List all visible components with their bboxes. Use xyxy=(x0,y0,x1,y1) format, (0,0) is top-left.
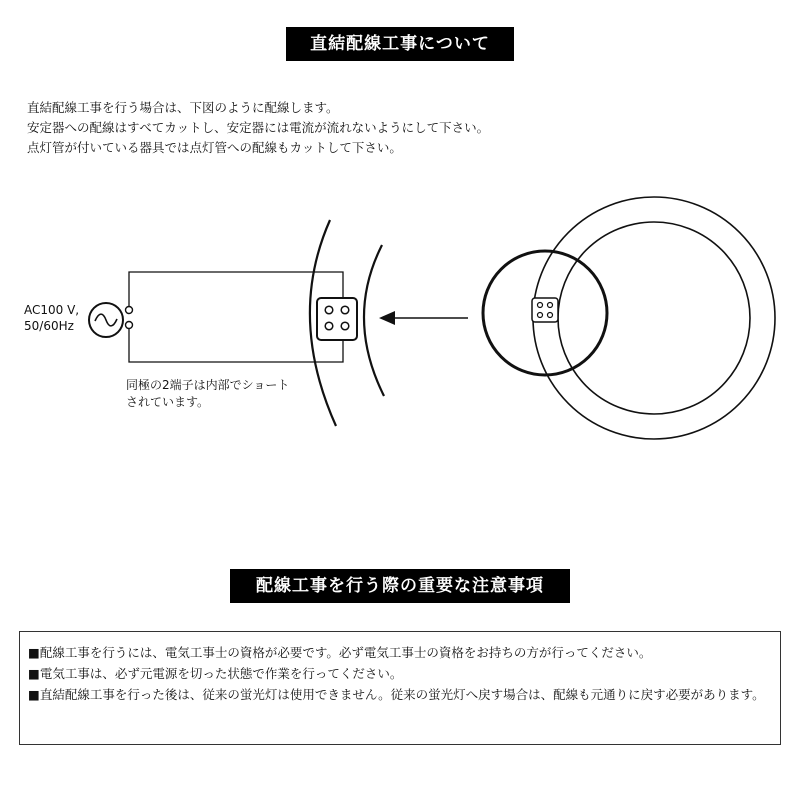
power-label-frequency: 50/60Hz xyxy=(24,319,74,333)
caution-text: 直結配線工事を行った後は、従来の蛍光灯は使用できません。従来の蛍光灯へ戻す場合は、配線も元通りに戻す必要があります。 xyxy=(39,687,765,702)
bullet-square-icon: ■ xyxy=(28,666,40,681)
lamp-pin xyxy=(538,303,543,308)
lamp-pin xyxy=(548,303,553,308)
sine-wave-icon xyxy=(95,314,117,326)
short-circuit-note: されています。 xyxy=(126,395,210,409)
lamp-socket-icon xyxy=(532,298,558,322)
short-circuit-note: 同極の2端子は内部でショート xyxy=(126,378,290,392)
circular-lamp-inner xyxy=(558,222,750,414)
socket-pin xyxy=(341,306,349,314)
caution-text: 電気工事は、必ず元電源を切った状態で作業を行ってください。 xyxy=(39,666,403,681)
socket-pin xyxy=(325,306,333,314)
circular-lamp-outer xyxy=(533,197,775,439)
caution-item xyxy=(28,642,772,663)
socket-pin xyxy=(325,322,333,330)
intro-line: 点灯管が付いている器具では点灯管への配線もカットして下さい。 xyxy=(27,140,402,155)
source-terminal xyxy=(126,322,133,329)
caution-item xyxy=(28,663,772,684)
socket-connector-icon xyxy=(317,298,357,340)
arrow-left-icon xyxy=(379,311,395,325)
socket-pin xyxy=(341,322,349,330)
wiring-diagram xyxy=(0,170,800,460)
intro-text xyxy=(27,98,489,158)
lamp-arc-inner-right xyxy=(364,245,384,396)
page-title: 直結配線工事について xyxy=(286,27,514,61)
intro-line: 直結配線工事を行う場合は、下図のように配線します。 xyxy=(27,100,339,115)
source-terminal xyxy=(126,307,133,314)
lamp-pin xyxy=(548,313,553,318)
lamp-pin xyxy=(538,313,543,318)
bullet-square-icon: ■ xyxy=(28,645,40,660)
intro-line: 安定器への配線はすべてカットし、安定器には電流が流れないようにして下さい。 xyxy=(27,120,490,135)
caution-item xyxy=(28,684,772,705)
caution-box xyxy=(19,631,781,745)
caution-title: 配線工事を行う際の重要な注意事項 xyxy=(230,569,570,603)
power-label-voltage: AC100 V, xyxy=(24,303,80,317)
caution-text: 配線工事を行うには、電気工事士の資格が必要です。必ず電気工事士の資格をお持ちの方が行ってください。 xyxy=(39,645,652,660)
bullet-square-icon: ■ xyxy=(28,687,40,702)
